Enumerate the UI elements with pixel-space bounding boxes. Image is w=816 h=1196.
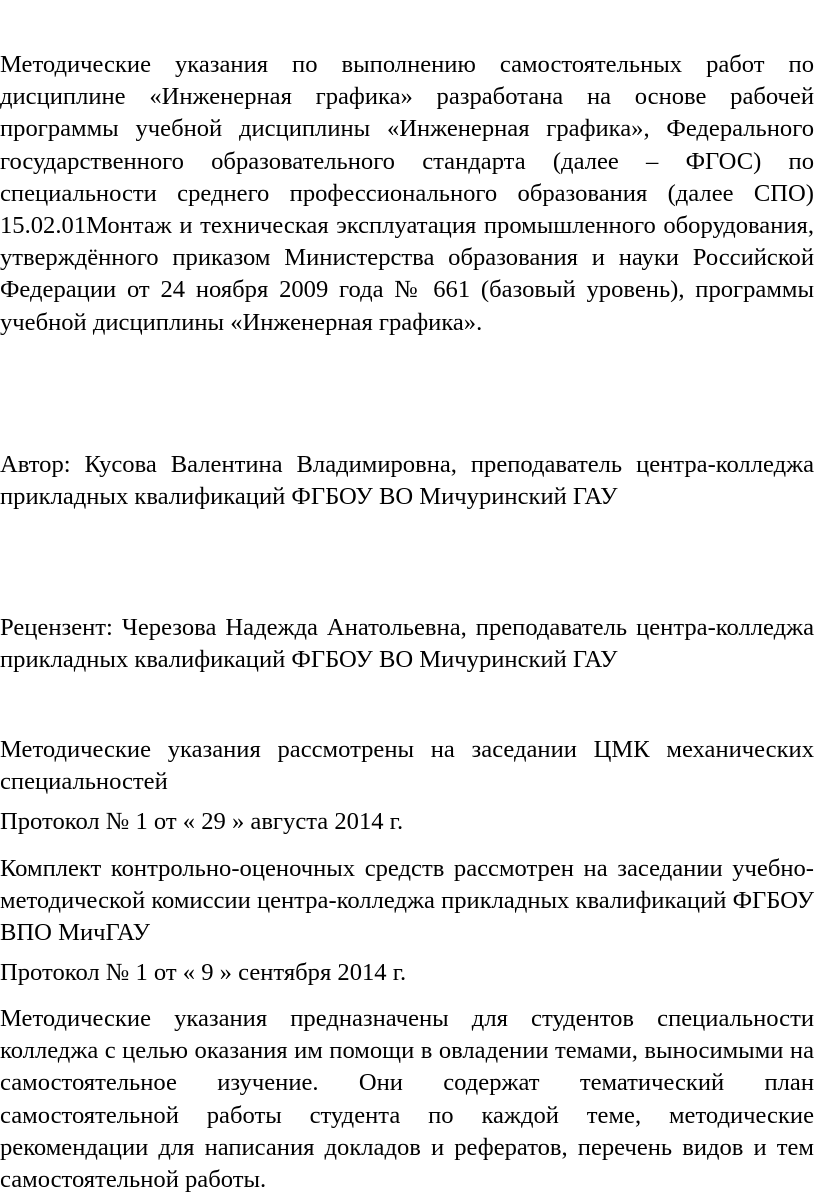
reviewer-paragraph: Рецензент: Черезова Надежда Анатольевна, преподаватель центра-колледжа прикладных квалификаций ФГБОУ ВО Мичуринский ГАУ: [0, 614, 814, 674]
kos-review-paragraph: Комплект контрольно-оценочных средств рассмотрен на заседании учебно-методической комиссии центра-колледжа прикладных квалификаций ФГБОУ ВПО МичГАУ: [0, 855, 814, 947]
intro-paragraph: Методические указания по выполнению самостоятельных работ по дисциплине «Инженерная графика» разработана на основе рабочей программы учебной дисциплины «Инженерная графика», Федерального государственного образовательного стандарта (далее – ФГОС) по специальности среднего профессионального образования (далее СПО) 15.02.01Монтаж и техническая эксплуатация промышленного оборудования, утверждённого приказом Министерства образования и науки Российской Федерации от 24 ноября 2009 года № 661 (базовый уровень), программы учебной дисциплины «Инженерная графика».: [0, 51, 814, 336]
protocol-umk: Протокол № 1 от « 9 » сентября 2014 г.: [0, 959, 407, 986]
author-paragraph: Автор: Кусова Валентина Владимировна, преподаватель центра-колледжа прикладных квалификаций ФГБОУ ВО Мичуринский ГАУ: [0, 451, 814, 511]
purpose-paragraph: Методические указания предназначены для студентов специальности колледжа с целью оказания им помощи в овладении темами, выносимыми на самостоятельное изучение. Они содержат тематический план самостоятельной работы студента по каждой теме, методические рекомендации для написания докладов и рефератов, перечень видов и тем самостоятельной работы.: [0, 1005, 814, 1194]
cmk-review-paragraph: Методические указания рассмотрены на заседании ЦМК механических специальностей: [0, 736, 814, 796]
protocol-cmk: Протокол № 1 от « 29 » августа 2014 г.: [0, 808, 404, 835]
